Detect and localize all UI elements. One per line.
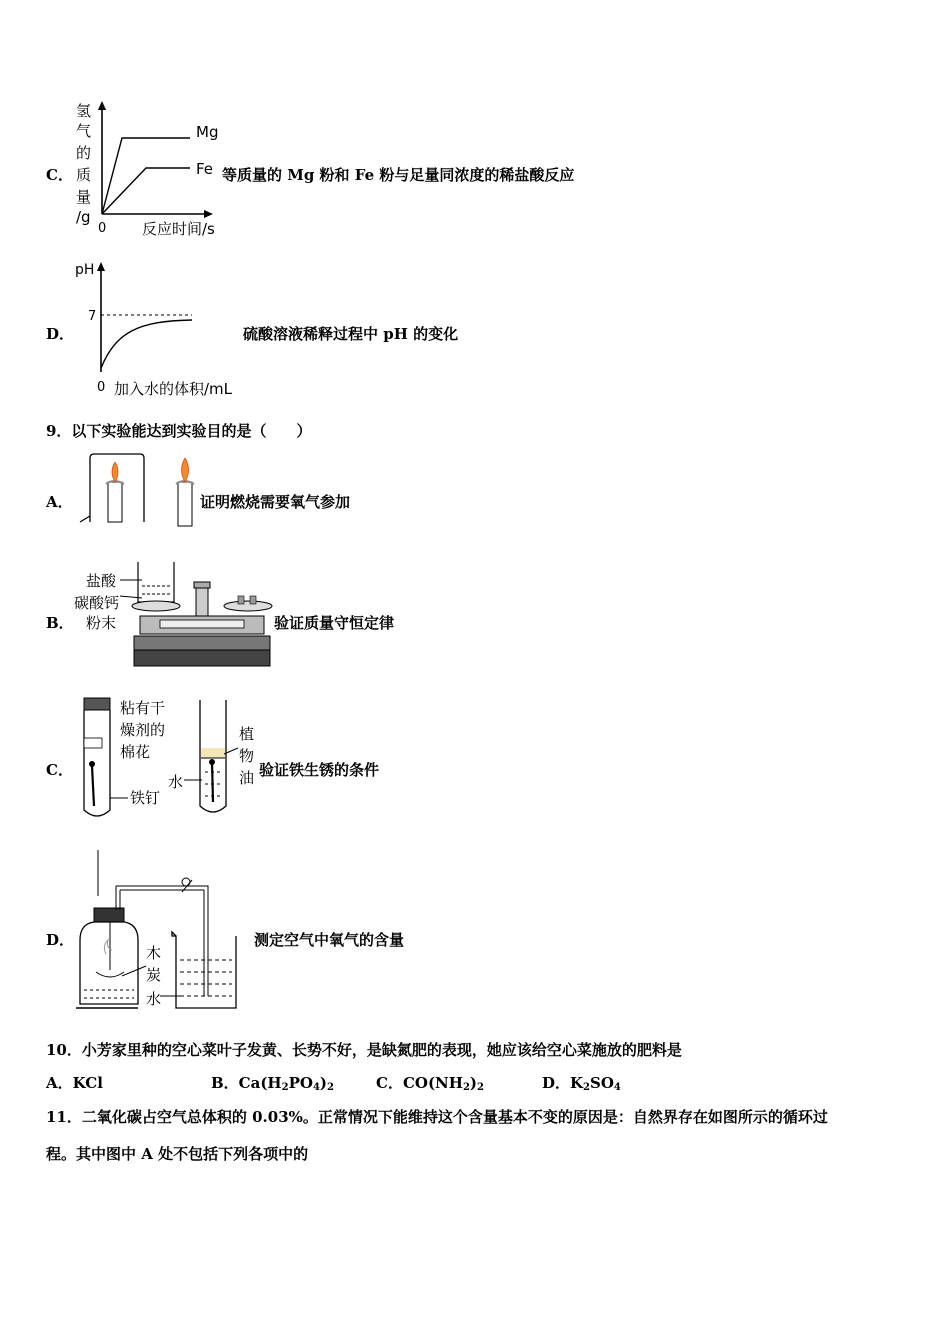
y-label-char: /g — [76, 208, 91, 226]
candles-beaker-figure — [76, 452, 200, 530]
option-c-label: C． — [46, 166, 73, 184]
fe-line — [102, 168, 190, 214]
y-label-char: 的 — [76, 144, 92, 162]
q9-option-b-text: 验证质量守恒定律 — [274, 614, 395, 632]
x-axis-label: 反应时间/s — [142, 220, 215, 238]
oil-label-1: 植 — [239, 725, 255, 743]
origin-label: 0 — [98, 221, 107, 236]
y-label-char: 量 — [76, 188, 92, 206]
cotton-label-2: 燥剂的 — [120, 721, 166, 739]
q9-option-b-label: B． — [46, 614, 74, 632]
q9-option-c-label: C． — [46, 761, 73, 779]
y-label-char: 气 — [76, 122, 92, 140]
charcoal-label-1: 木 — [146, 944, 162, 962]
cotton-label-3: 棉花 — [120, 743, 151, 761]
question-11-line-1: 11．二氧化碳占空气总体积的 0.03%。正常情况下能维持这个含量基本不变的原因是：自然界存在如图所示的循环过 — [46, 1108, 828, 1126]
ph-dilution-graph — [68, 256, 248, 401]
question-9-stem: 9．以下实验能达到实验目的是（ ） — [46, 422, 312, 440]
q9-option-a-text: 证明燃烧需要氧气参加 — [200, 493, 351, 511]
iron-rust-figure — [76, 694, 266, 824]
x-axis-label: 加入水的体积/mL — [114, 380, 233, 398]
balance-figure — [120, 556, 280, 676]
question-11-line-2: 程。其中图中 A 处不包括下列各项中的 — [46, 1145, 309, 1163]
q9-option-d-text: 测定空气中氧气的含量 — [254, 931, 405, 949]
water-label: 水 — [168, 773, 184, 791]
q10-option-b: B．$Ca(H_2PO_4)_2$ — [211, 1074, 334, 1093]
q10-option-a: A．KCl — [46, 1074, 103, 1092]
q9-option-c-text: 验证铁生锈的条件 — [259, 761, 380, 779]
oil-label-3: 油 — [239, 769, 255, 787]
option-d-label: D． — [46, 325, 75, 343]
water-label: 水 — [146, 990, 162, 1008]
fe-line-label: Fe — [196, 160, 214, 178]
q9-option-a-label: A． — [46, 493, 73, 511]
mg-fe-hydrogen-graph — [68, 96, 228, 241]
q10-option-d: D．$K_2SO_4$ — [542, 1074, 621, 1093]
q10-option-c: C．$CO(NH_2)_2$ — [376, 1074, 484, 1093]
option-c-text: 等质量的 Mg 粉和 Fe 粉与足量同浓度的稀盐酸反应 — [222, 166, 575, 184]
question-10-stem: 10．小芳家里种的空心菜叶子发黄、长势不好，是缺氮肥的表现，她应该给空心菜施放的肥料是 — [46, 1041, 682, 1059]
hcl-label: 盐酸 — [86, 572, 117, 590]
nail-label: 铁钉 — [130, 789, 161, 807]
mg-line-label: Mg — [196, 123, 219, 141]
mg-line — [102, 138, 190, 214]
ph-axis-label: pH — [75, 262, 95, 278]
oxygen-content-figure — [76, 850, 256, 1012]
origin-label: 0 — [97, 380, 106, 395]
cotton-label-1: 粘有干 — [120, 699, 166, 717]
tick-7-label: 7 — [88, 309, 97, 324]
oil-label-2: 物 — [239, 747, 255, 765]
powder-label: 粉末 — [86, 614, 117, 632]
caco3-label: 碳酸钙 — [74, 594, 120, 612]
option-d-text: 硫酸溶液稀释过程中 pH 的变化 — [243, 325, 459, 343]
charcoal-label-2: 炭 — [146, 966, 162, 984]
q9-option-d-label: D． — [46, 931, 75, 949]
ph-curve — [101, 320, 192, 368]
y-label-char: 氢 — [76, 102, 92, 120]
y-label-char: 质 — [76, 166, 92, 184]
